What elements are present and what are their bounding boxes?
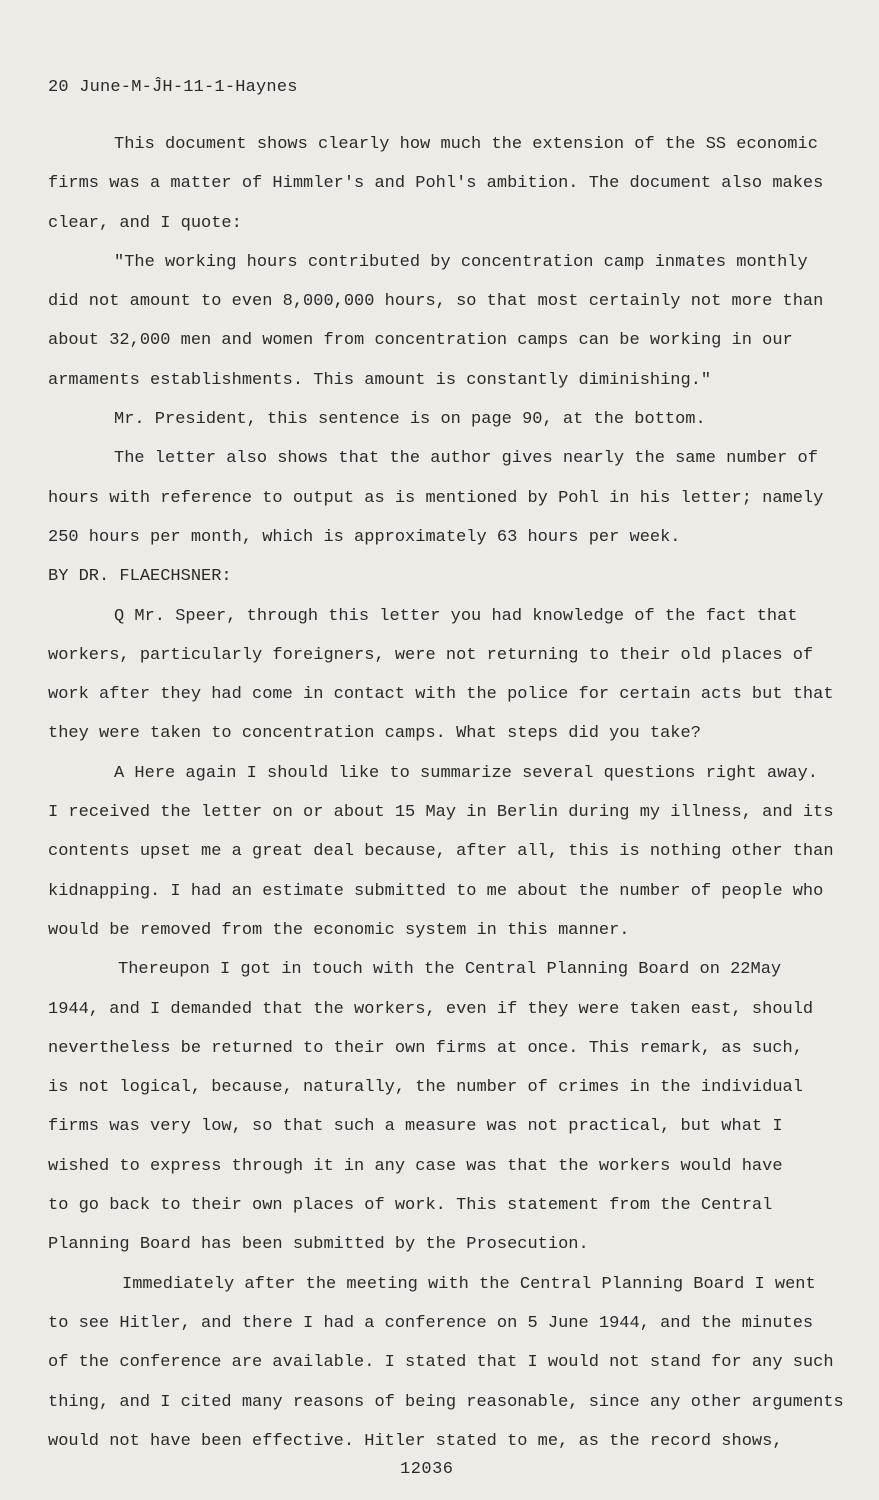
text-line: to go back to their own places of work. This statement from the Central xyxy=(48,1196,773,1216)
text-line: This document shows clearly how much the extension of the SS economic xyxy=(114,135,818,154)
text-line: contents upset me a great deal because, after all, this is nothing other than xyxy=(48,842,834,862)
text-line: about 32,000 men and women from concentration camps can be working in our xyxy=(48,331,793,351)
text-line: workers, particularly foreigners, were not returning to their old places of xyxy=(48,645,814,665)
text-line: they were taken to concentration camps. What steps did you take? xyxy=(48,724,701,744)
text-line: nevertheless be returned to their own firms at once. This remark, as such, xyxy=(48,1038,803,1058)
text-line: I received the letter on or about 15 May in Berlin during my illness, and its xyxy=(48,803,834,823)
text-line: work after they had come in contact with the police for certain acts but that xyxy=(48,685,834,705)
text-line: 250 hours per month, which is approximately 63 hours per week. xyxy=(48,527,681,547)
document-body xyxy=(48,125,844,1461)
text-line: kidnapping. I had an estimate submitted to me about the number of people who xyxy=(48,881,824,901)
text-line: is not logical, because, naturally, the number of crimes in the individual xyxy=(48,1078,803,1098)
text-line: clear, and I quote: xyxy=(48,213,242,233)
text-line: wished to express through it in any case was that the workers would have xyxy=(48,1156,783,1176)
text-line: 1944, and I demanded that the workers, even if they were taken east, should xyxy=(48,999,814,1019)
text-line: to see Hitler, and there I had a conference on 5 June 1944, and the minutes xyxy=(48,1313,814,1333)
text-line: of the conference are available. I stated that I would not stand for any such xyxy=(48,1353,834,1373)
text-line: would be removed from the economic system in this manner. xyxy=(48,920,630,940)
text-line: Thereupon I got in touch with the Central Planning Board on 22May xyxy=(118,960,782,980)
text-line: Q Mr. Speer, through this letter you had knowledge of the fact that xyxy=(114,606,798,626)
document-header: 20 June-M-ĴH-11-1-Haynes xyxy=(48,78,298,97)
text-line: Planning Board has been submitted by the Prosecution. xyxy=(48,1235,589,1255)
text-line: A Here again I should like to summarize several questions right away. xyxy=(114,763,818,783)
text-line: firms was very low, so that such a measure was not practical, but what I xyxy=(48,1117,783,1137)
text-line: "The working hours contributed by concentration camp inmates monthly xyxy=(114,252,808,272)
text-line: would not have been effective. Hitler stated to me, as the record shows, xyxy=(48,1431,783,1451)
text-line: hours with reference to output as is mentioned by Pohl in his letter; namely xyxy=(48,488,824,508)
page-number: 12036 xyxy=(400,1460,454,1479)
text-line: Mr. President, this sentence is on page 90, at the bottom. xyxy=(114,410,706,430)
text-line: Immediately after the meeting with the Central Planning Board I went xyxy=(122,1274,816,1294)
text-line: did not amount to even 8,000,000 hours, so that most certainly not more than xyxy=(48,292,824,312)
text-line: BY DR. FLAECHSNER: xyxy=(48,567,232,587)
text-line: thing, and I cited many reasons of being reasonable, since any other arguments xyxy=(48,1392,844,1412)
text-line: firms was a matter of Himmler's and Pohl's ambition. The document also makes xyxy=(48,174,824,194)
text-line: The letter also shows that the author gives nearly the same number of xyxy=(114,449,818,469)
text-line: armaments establishments. This amount is constantly diminishing." xyxy=(48,370,712,390)
